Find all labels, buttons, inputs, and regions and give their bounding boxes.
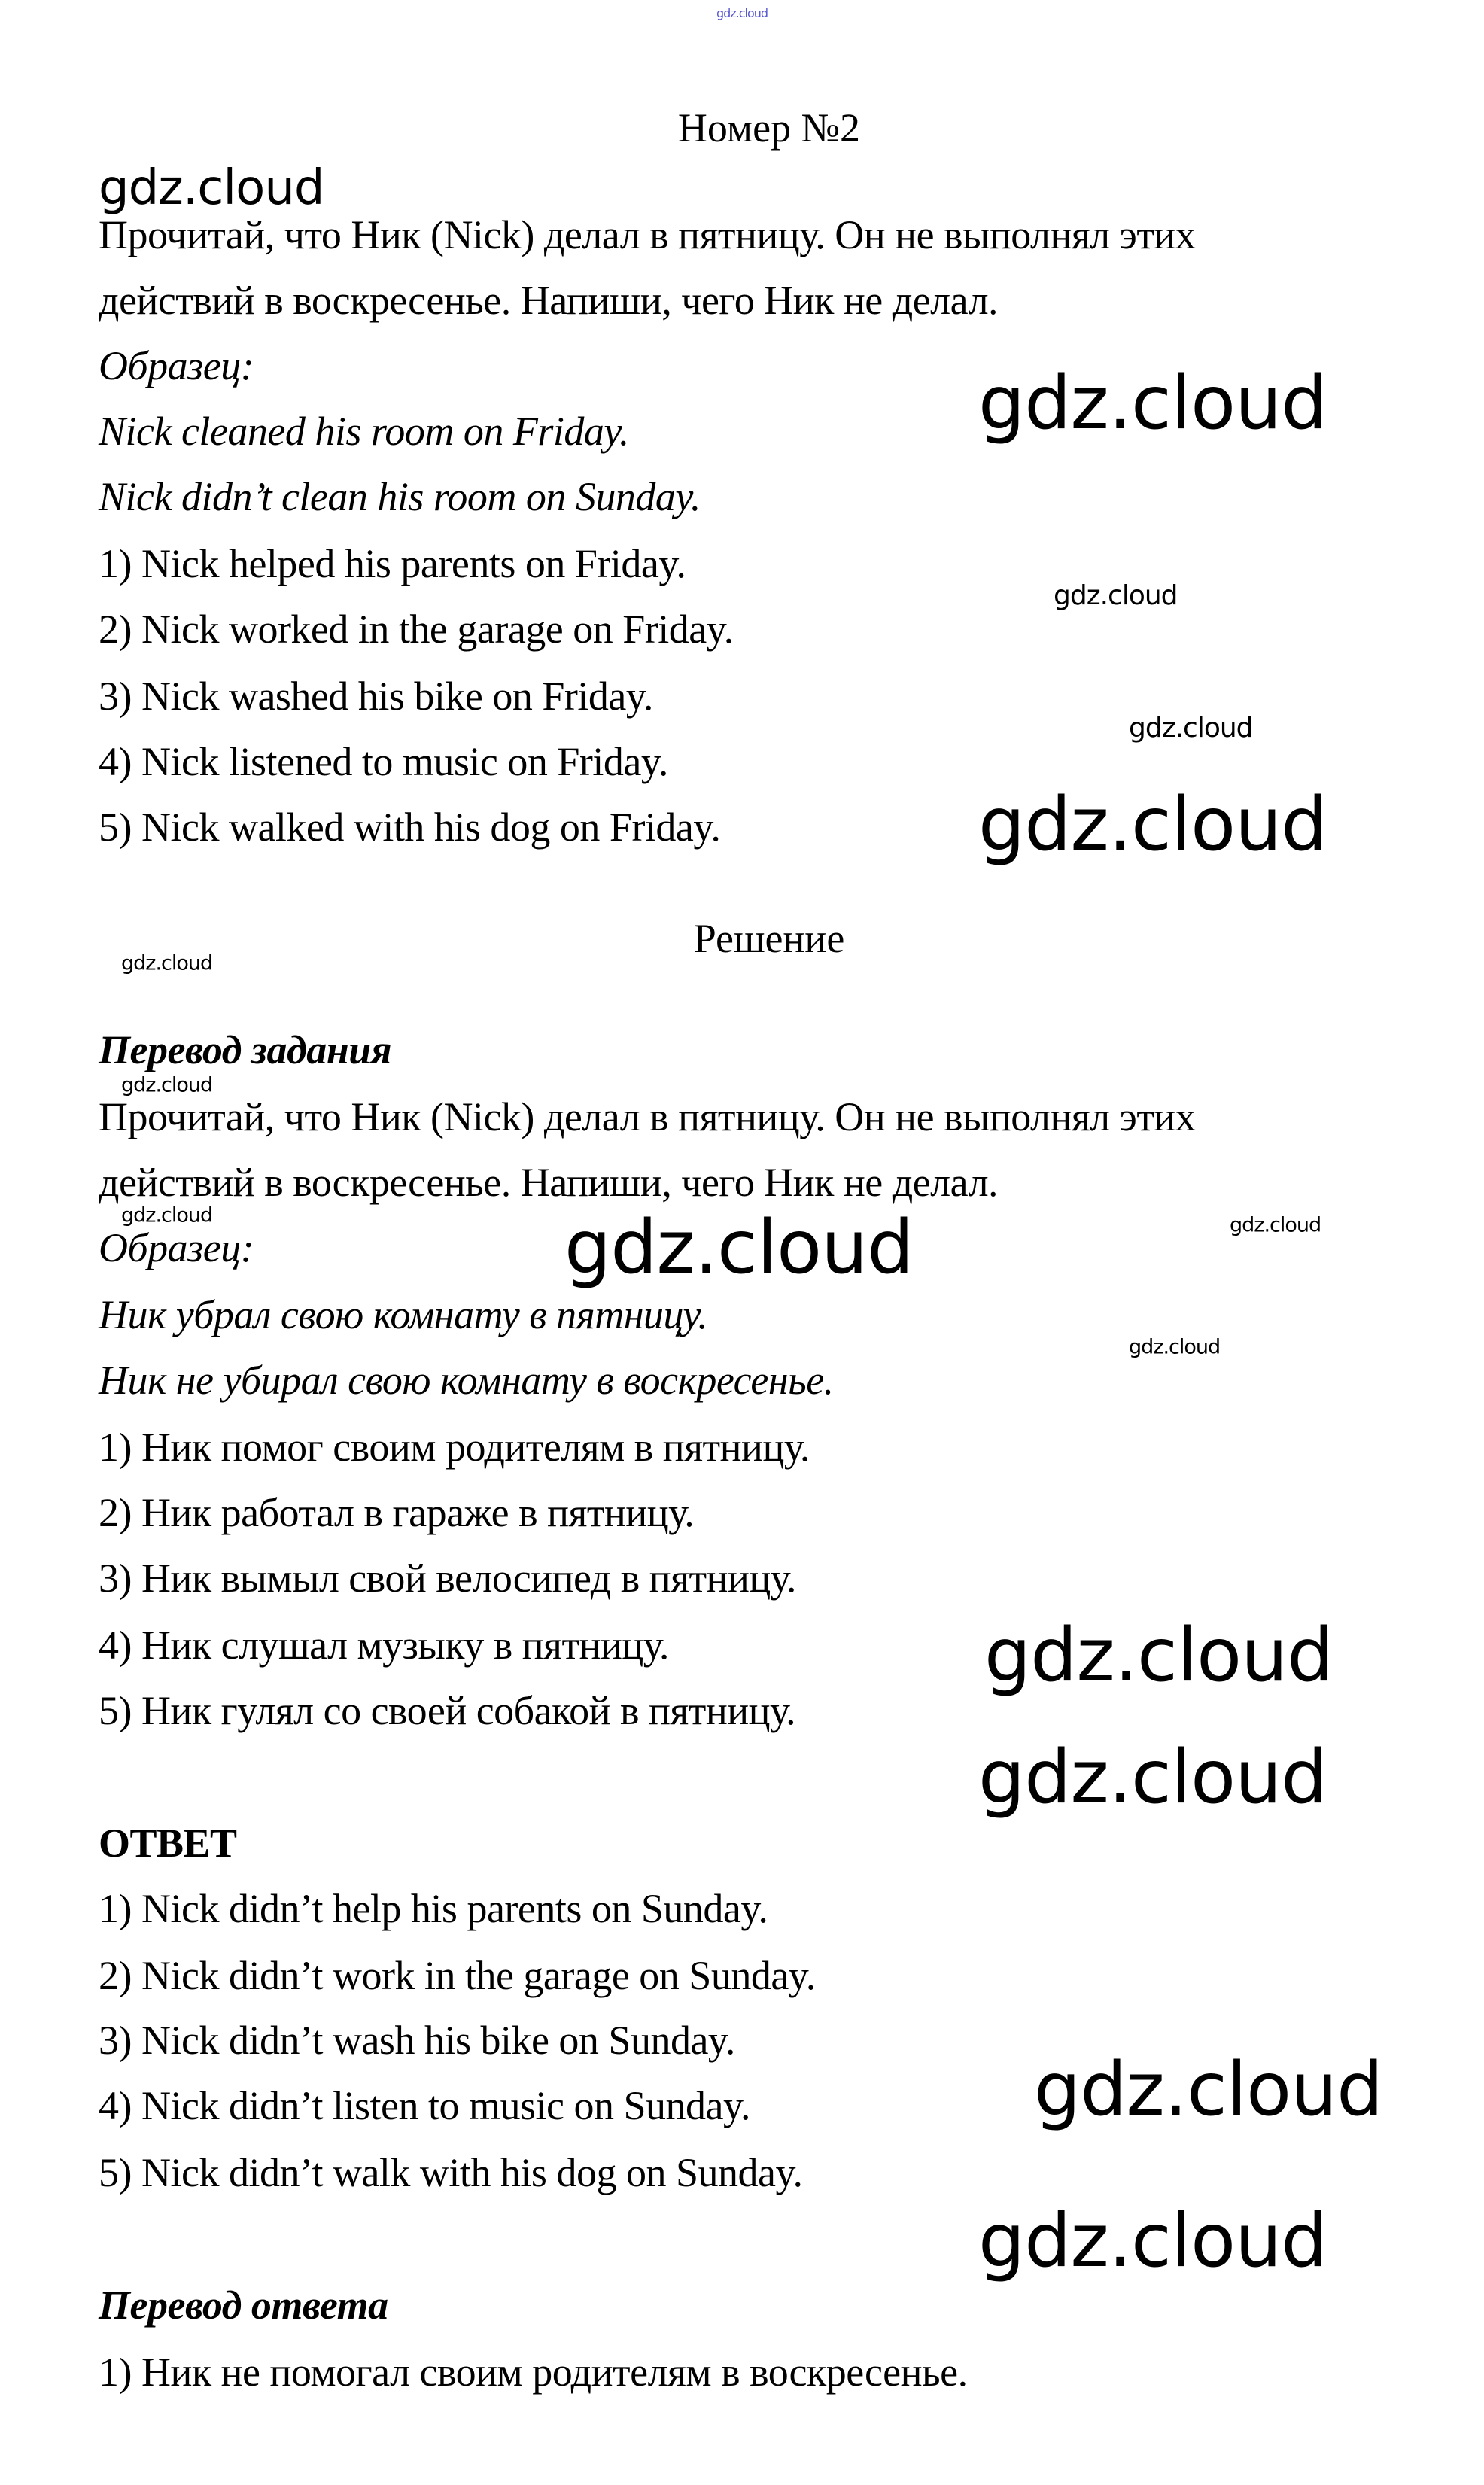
watermark: gdz.cloud	[978, 1735, 1327, 1820]
watermark: gdz.cloud	[1129, 1335, 1221, 1359]
task-line: Прочитай, что Ник (Nick) делал в пятницу. Он не выполнял этих	[99, 212, 1196, 257]
answer-item: 3) Nick didn’t wash his bike on Sunday.	[99, 2018, 735, 2063]
translation-item: 1) Ник помог своим родителям в пятницу.	[99, 1425, 810, 1470]
translation-item: 4) Ник слушал музыку в пятницу.	[99, 1623, 669, 1668]
watermark: gdz.cloud	[564, 1205, 914, 1291]
answer-translation-heading: Перевод ответа	[99, 2283, 388, 2328]
translation-sample-line: Ник не убирал свою комнату в воскресенье.	[99, 1358, 834, 1403]
watermark: gdz.cloud	[99, 160, 324, 216]
sample-line: Nick didn’t clean his room on Sunday.	[99, 474, 701, 519]
watermark: gdz.cloud	[978, 782, 1327, 868]
sample-label: Образец:	[99, 343, 254, 388]
watermark: gdz.cloud	[121, 951, 213, 975]
translation-item: 3) Ник вымыл свой велосипед в пятницу.	[99, 1556, 796, 1601]
watermark: gdz.cloud	[1129, 713, 1253, 744]
watermark: gdz.cloud	[121, 1073, 213, 1097]
answer-item: 1) Nick didn’t help his parents on Sunday.	[99, 1886, 768, 1931]
watermark-top: gdz.cloud	[716, 6, 768, 20]
task-item: 5) Nick walked with his dog on Friday.	[99, 805, 721, 850]
watermark: gdz.cloud	[984, 1613, 1333, 1699]
translation-sample-line: Ник убрал свою комнату в пятницу.	[99, 1292, 708, 1337]
answer-item: 2) Nick didn’t work in the garage on Sunday.	[99, 1953, 816, 1998]
watermark: gdz.cloud	[978, 2198, 1327, 2284]
translation-line: Прочитай, что Ник (Nick) делал в пятницу. Он не выполнял этих	[99, 1094, 1196, 1139]
task-item: 3) Nick washed his bike on Friday.	[99, 674, 653, 719]
translation-item: 2) Ник работал в гараже в пятницу.	[99, 1490, 695, 1535]
watermark: gdz.cloud	[1230, 1213, 1321, 1237]
watermark: gdz.cloud	[978, 360, 1327, 446]
translation-heading: Перевод задания	[99, 1027, 392, 1072]
answer-item: 5) Nick didn’t walk with his dog on Sunday.	[99, 2150, 803, 2195]
watermark: gdz.cloud	[1034, 2047, 1383, 2133]
task-line: действий в воскресенье. Напиши, чего Ник не делал.	[99, 278, 999, 323]
task-item: 2) Nick worked in the garage on Friday.	[99, 607, 734, 652]
solution-title: Решение	[693, 916, 845, 961]
answer-translation-item: 1) Ник не помогал своим родителям в воскресенье.	[99, 2350, 968, 2395]
task-item: 4) Nick listened to music on Friday.	[99, 739, 668, 784]
watermark: gdz.cloud	[1054, 580, 1178, 611]
watermark: gdz.cloud	[121, 1203, 213, 1227]
translation-line: действий в воскресенье. Напиши, чего Ник не делал.	[99, 1160, 999, 1205]
page-title: Номер №2	[677, 105, 861, 151]
answer-heading: ОТВЕТ	[99, 1820, 237, 1866]
translation-item: 5) Ник гулял со своей собакой в пятницу.	[99, 1688, 796, 1733]
sample-line: Nick cleaned his room on Friday.	[99, 409, 629, 454]
translation-sample-label: Образец:	[99, 1225, 254, 1270]
task-item: 1) Nick helped his parents on Friday.	[99, 541, 686, 586]
answer-item: 4) Nick didn’t listen to music on Sunday.	[99, 2083, 750, 2128]
